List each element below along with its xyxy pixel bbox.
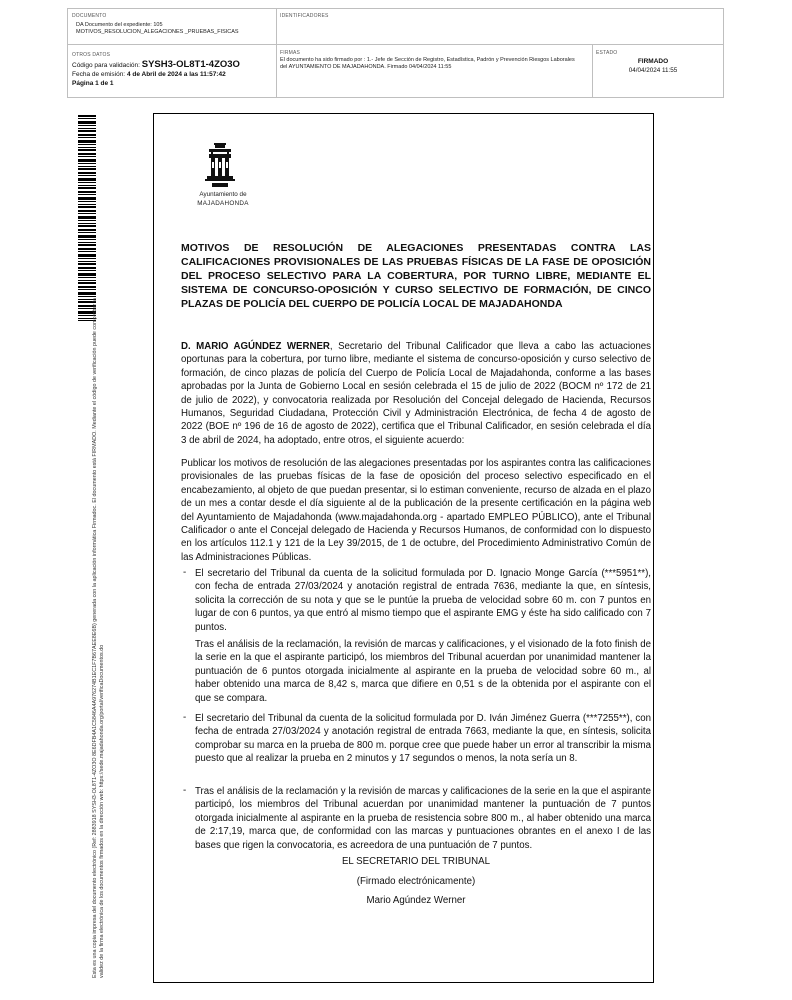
estado-label: ESTADO [596, 50, 618, 56]
documento-label: DOCUMENTO [72, 13, 107, 19]
document-title: MOTIVOS DE RESOLUCIÓN DE ALEGACIONES PRESENTADAS CONTRA LAS CALIFICACIONES PROVISIONALES DE LAS PRUEBAS FÍSICAS DE LA FASE DE OPOSICIÓN DEL PROCESO SELECTIVO PARA LA COBERTURA, POR TURNO LIBRE, MEDIANTE EL SISTEMA DE CONCURSO-OPOSICIÓN Y CURSO SELECTIVO DE FORMACIÓN, DE CINCO PLAZAS DE POLICÍA DEL CUERPO DE POLICÍA LOCAL DE MAJADAHONDA [181, 242, 651, 310]
list-item: El secretario del Tribunal da cuenta de la solicitud formulada por D. Ignacio Monge García (***5951**), con fecha de entrada 27/03/2024 y anotación registral de entrada 7636, mediante la que, en síntesis, solicita la corrección de su nota y que se le puntúe la prueba de velocidad sobre 60 m. con 7 puntos en lugar de con 6 puntos, ya que entró al mismo tiempo que el aspirante EMG y éste ha sido calificado con 7 puntos. [195, 568, 651, 633]
estado-date: 04/04/2024 11:55 [628, 67, 678, 74]
header-divider [276, 45, 277, 97]
signature-name: Mario Agúndez Werner [366, 895, 466, 906]
barcode [78, 115, 96, 321]
logo-caption-line2: MAJADAHONDA [197, 200, 249, 207]
list-item-dash: - [183, 567, 187, 578]
secretary-name: D. MARIO AGÚNDEZ WERNER [181, 341, 330, 352]
estado-value: FIRMADO [637, 58, 669, 65]
intro-paragraph [181, 340, 651, 447]
validation-code-value: SYSH3-OL8T1-4ZO3O [141, 59, 240, 70]
header-divider [592, 45, 593, 97]
identificadores-label: IDENTIFICADORES [280, 13, 329, 19]
publish-paragraph: Publicar los motivos de resolución de las alegaciones presentadas por los aspirantes contra las calificaciones provisionales de las pruebas físicas de la fase de oposición del proceso selectivo especificado en el encabezamiento, al objeto de que puedan presentar, si lo estiman conveniente, recurso de alzada en el plazo de un mes a contar desde el día siguiente al de la publicación de la presente certificación en la página web del Ayuntamiento de Majadahonda (www.majadahonda.org - apartado EMPLEO PÚBLICO), ante el Tribunal Calificador o ante el Concejal delegado de Hacienda y Recursos Humanos, de conformidad con lo dispuesto en los artículos 112.1 y 121 de la Ley 39/2015, de 1 de octubre, del Procedimiento Administrativo Común de las Administraciones Públicas. [181, 458, 651, 563]
header-divider [276, 9, 277, 44]
list-item: Tras el análisis de la reclamación, la revisión de marcas y calificaciones, y el visionado de la foto finish de la serie en la que el aspirante participó, los miembros del Tribunal acuerdan por unanimidad mantener la puntuación de 6 puntos otorgada inicialmente al aspirante en la prueba de velocidad sobre 60 m., al haber obtenido una marca de 8,42 s, marca que difiere en 0,51 s de la obtenida por el aspirante con el que se compara. [195, 639, 651, 704]
firmas-label: FIRMAS [280, 50, 301, 56]
verification-side-text: Esta es una copia impresa del documento electrónico (Ref: 2883918 SYSH3-OL8T1-4ZO3O 8E6DFB4A1C5846A4A976274B1EC1F7B67AEE8E6B) generada con la aplicación informática Firmadoc. El documento está FIRMADO. Mediante el código de verificación puede comprobar la validez de la firma electrónica de los documentos firmados en la dirección web: https://sede.majadahonda.org/portal/verificaDocumentos.do [92, 298, 105, 978]
list-item: El secretario del Tribunal da cuenta de la solicitud formulada por D. Iván Jiménez Guerra (***7255**), con fecha de entrada 27/03/2024 y anotación registral de entrada 7663, mediante la que, en síntesis, solicita comprobar su marca en la prueba de 800 m. porque cree que puede haber un error al transcribir la misma puesto que al realizar la prueba en 2 minutos y 17 segundos o menos, la nota sería un 8. [195, 713, 651, 765]
signature-note: (Firmado electrónicamente) [356, 876, 476, 887]
list-item-dash: - [183, 712, 187, 723]
header-top-box [67, 8, 724, 45]
emission-date: Fecha de emisión: 4 de Abril de 2024 a las 11:57:42 [72, 71, 226, 78]
intro-text: , Secretario del Tribunal Calificador que lleva a cabo las actuaciones oportunas para la cobertura, por turno libre, mediante el sistema de concurso-oposición y curso selectivo de formación, de cinco plazas de policía del Cuerpo de Policía Local de Majadahonda, conforme a las bases aprobadas por la Junta de Gobierno Local en sesión celebrada el 15 de julio de 2022 (BOCM nº 172 de 21 de julio de 2022), y convocatoria realizada por Resolución del Concejal delegado de Hacienda, Recursos Humanos, Seguridad Ciudadana, Protección Civil y Administración Electrónica, de fecha 4 de agosto de 2022 (BOE nº 196 de 16 de agosto de 2022), certifica que el Tribunal Calificador, en sesión celebrada el día 3 de abril de 2024, ha adoptado, entre otros, el siguiente acuerdo: [181, 341, 651, 446]
header-bottom-box [67, 45, 724, 98]
otros-datos-label: OTROS DATOS [72, 52, 111, 58]
list-item: Tras el análisis de la reclamación y la revisión de marcas y calificaciones de la serie en la que el aspirante participó, los miembros del Tribunal acuerdan por unanimidad mantener la puntuación de 7 puntos otorgada inicialmente al aspirante en la prueba de resistencia sobre 800 m., al haber obtenido una marca de 2:17,19, marca que, de conformidad con las marcas y puntuaciones obrantes en el anexo I de las bases que rigen la convocatoria, es acreedora de una puntuación de 7 puntos. [195, 786, 651, 851]
majadahonda-coat-of-arms-icon [185, 142, 255, 190]
page-number: Página 1 de 1 [72, 80, 114, 87]
emission-date-value: 4 de Abril de 2024 a las 11:57:42 [126, 71, 226, 78]
validation-code: Código para validación: SYSH3-OL8T1-4ZO3O [72, 59, 240, 70]
list-item-dash: - [183, 785, 187, 796]
signature-title: EL SECRETARIO DEL TRIBUNAL [341, 856, 491, 867]
documento-value: DA Documento del expediente: 105 MOTIVOS_RESOLUCION_ALEGACIONES _PRUEBAS_FISICAS [76, 22, 239, 35]
logo-caption-line1: Ayuntamiento de [199, 191, 247, 198]
firmas-text: El documento ha sido firmado por : 1.- Jefe de Sección de Registro, Estadística, Padrón y Prevención Riesgos Laborales del AYUNTAMIENTO DE MAJADAHONDA. Firmado 04/04/2024 11:55 [280, 57, 575, 70]
